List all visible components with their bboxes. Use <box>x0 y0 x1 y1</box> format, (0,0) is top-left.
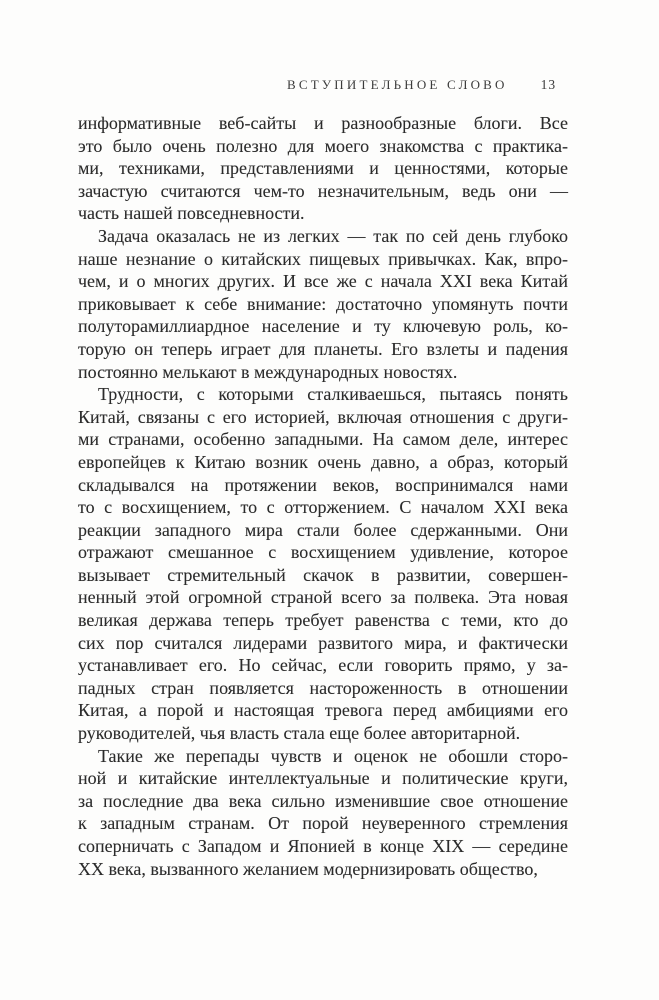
text-line: складывался на протяжении веков, воспринимался нами <box>78 474 568 495</box>
text-block <box>78 112 568 880</box>
text-line: ми, техниками, представлениями и ценностями, которые <box>78 158 568 179</box>
text-line: соперничать с Западом и Японией в конце XIX — середине <box>78 836 568 856</box>
paragraph <box>78 383 568 745</box>
text-line: постоянно мелькают в международных новостях. <box>78 361 458 382</box>
text-line: устанавливает его. Но сейчас, если говорить прямо, у за- <box>78 655 568 676</box>
text-line: европейцев к Китаю возник очень давно, а образ, который <box>78 451 568 472</box>
text-line: зачастую считаются чем-то незначительным, ведь они — <box>78 180 568 201</box>
text-line: ной и китайские интеллектуальные и политические круги, <box>78 768 568 789</box>
text-line: к западным странам. От порой неуверенного стремления <box>78 813 568 834</box>
text-line: часть нашей повседневности. <box>78 203 305 224</box>
paragraph <box>78 225 568 383</box>
page-number: 13 <box>540 77 557 92</box>
paragraph <box>78 112 568 225</box>
text-line: торую он теперь играет для планеты. Его взлеты и падения <box>78 338 568 359</box>
text-line: Китай, связаны с его историей, включая отношения с други- <box>78 406 568 427</box>
text-line: реакции западного мира стали более сдержанными. Они <box>78 519 568 540</box>
text-line: ненный этой огромной страной всего за полвека. Эта новая <box>78 587 568 608</box>
text-line: руководителей, чья власть стала еще более авторитарной. <box>78 723 521 744</box>
running-head-title: ВСТУПИТЕЛЬНОЕ СЛОВО <box>287 77 508 92</box>
text-line: Китая, а порой и настоящая тревога перед амбициями его <box>78 700 568 721</box>
text-line: наше незнание о китайских пищевых привычках. Как, впро- <box>78 248 568 269</box>
running-head <box>287 77 556 93</box>
text-line: падных стран появляется настороженность в отношении <box>78 677 568 698</box>
text-line: чем, и о многих других. И все же с начала XXI века Китай <box>78 271 568 292</box>
text-line: сих пор считался лидерами развитого мира, и фактически <box>78 632 568 653</box>
text-line: то с восхищением, то с отторжением. С началом XXI века <box>78 497 568 518</box>
text-line: это было очень полезно для моего знакомства с практика- <box>78 135 568 156</box>
text-line: полуторамиллиардное население и ту ключевую роль, ко- <box>78 316 568 337</box>
text-line: информативные веб-сайты и разнообразные блоги. Все <box>78 113 568 133</box>
text-line: приковывает к себе внимание: достаточно упомянуть почти <box>78 293 568 314</box>
text-line: ми странами, особенно западными. На самом деле, интерес <box>78 429 568 450</box>
text-line: Задача оказалась не из легких — так по сей день глубоко <box>98 225 568 246</box>
text-line: великая держава теперь требует равенства с теми, кто до <box>78 610 568 631</box>
text-line: вызывает стремительный скачок в развитии, совершен- <box>78 564 568 585</box>
text-line: отражают смешанное с восхищением удивление, которое <box>78 542 568 563</box>
text-line: за последние два века сильно изменившие свое отношение <box>78 790 568 811</box>
text-line: XX века, вызванного желанием модернизировать общество, <box>78 858 538 879</box>
text-line: Такие же перепады чувств и оценок не обошли сторо- <box>98 745 568 766</box>
paragraph <box>78 745 568 881</box>
text-line: Трудности, с которыми сталкиваешься, пытаясь понять <box>98 384 568 405</box>
